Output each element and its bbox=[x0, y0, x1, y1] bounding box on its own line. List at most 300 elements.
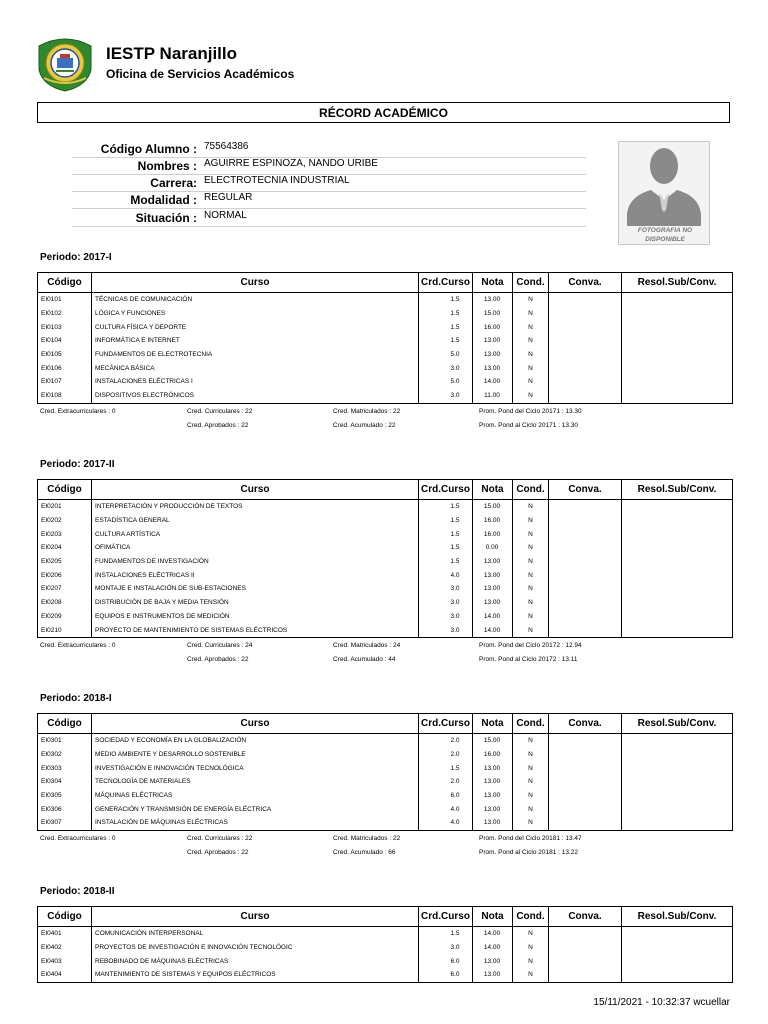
course-row bbox=[38, 541, 733, 555]
course-code-cell: EI0402 bbox=[38, 941, 92, 955]
course-course-cell: TÉCNICAS DE COMUNICACIÓN bbox=[92, 293, 419, 307]
column-header-condition: Cond. bbox=[513, 480, 549, 500]
course-condition-cell: N bbox=[513, 555, 549, 569]
course-grade-cell: 13.00 bbox=[473, 816, 513, 830]
course-grade-cell: 15.00 bbox=[473, 500, 513, 514]
modality-value: REGULAR bbox=[204, 192, 253, 203]
course-code-cell: EI0104 bbox=[38, 334, 92, 348]
course-resolution-cell bbox=[622, 541, 733, 555]
course-row bbox=[38, 941, 733, 955]
course-credits-cell: 2.0 bbox=[419, 748, 473, 762]
course-credits-cell: 1.5 bbox=[419, 334, 473, 348]
course-course-cell: FUNDAMENTOS DE ELECTROTECNIA bbox=[92, 348, 419, 362]
course-condition-cell: N bbox=[513, 596, 549, 610]
course-conva-cell bbox=[549, 541, 622, 555]
course-resolution-cell bbox=[622, 389, 733, 403]
course-grade-cell: 15.00 bbox=[473, 307, 513, 321]
course-code-cell: EI0302 bbox=[38, 748, 92, 762]
course-code-cell: EI0205 bbox=[38, 555, 92, 569]
course-resolution-cell bbox=[622, 734, 733, 748]
course-course-cell: INVESTIGACIÓN E INNOVACIÓN TECNOLÓGICA bbox=[92, 761, 419, 775]
course-course-cell: INFORMÁTICA E INTERNET bbox=[92, 334, 419, 348]
course-condition-cell: N bbox=[513, 761, 549, 775]
column-header-resolution: Resol.Sub/Conv. bbox=[622, 480, 733, 500]
column-header-conva: Conva. bbox=[549, 714, 622, 734]
course-course-cell: MECÁNICA BÁSICA bbox=[92, 361, 419, 375]
courses-table bbox=[37, 906, 733, 983]
course-course-cell: LÓGICA Y FUNCIONES bbox=[92, 307, 419, 321]
course-course-cell: INTERPRETACIÓN Y PRODUCCIÓN DE TEXTOS bbox=[92, 500, 419, 514]
course-course-cell: PROYECTOS DE INVESTIGACIÓN E INNOVACIÓN TECNOLÓGIC bbox=[92, 941, 419, 955]
course-condition-cell: N bbox=[513, 610, 549, 624]
course-credits-cell: 1.5 bbox=[419, 927, 473, 941]
summary-prom-del: Prom. Pond del Ciclo 20171 : 13.30 bbox=[479, 407, 582, 415]
column-header-credits: Crd.Curso bbox=[419, 480, 473, 500]
course-row bbox=[38, 623, 733, 637]
course-conva-cell bbox=[549, 968, 622, 982]
situation-row bbox=[72, 209, 586, 227]
course-condition-cell: N bbox=[513, 389, 549, 403]
situation-label: Situación : bbox=[135, 211, 197, 225]
course-conva-cell bbox=[549, 748, 622, 762]
student-photo-placeholder bbox=[618, 141, 710, 245]
course-code-cell: EI0204 bbox=[38, 541, 92, 555]
course-grade-cell: 0.00 bbox=[473, 541, 513, 555]
column-header-conva: Conva. bbox=[549, 273, 622, 293]
course-condition-cell: N bbox=[513, 568, 549, 582]
course-course-cell: CULTURA ARTÍSTICA bbox=[92, 527, 419, 541]
column-header-course: Curso bbox=[92, 273, 419, 293]
course-condition-cell: N bbox=[513, 334, 549, 348]
course-grade-cell: 14.00 bbox=[473, 610, 513, 624]
column-header-course: Curso bbox=[92, 480, 419, 500]
course-credits-cell: 1.5 bbox=[419, 761, 473, 775]
course-grade-cell: 14.00 bbox=[473, 941, 513, 955]
course-grade-cell: 15.00 bbox=[473, 734, 513, 748]
course-course-cell: SOCIEDAD Y ECONOMÍA EN LA GLOBALIZACIÓN bbox=[92, 734, 419, 748]
course-conva-cell bbox=[549, 927, 622, 941]
summary-aprobados: Cred. Aprobados : 22 bbox=[187, 848, 249, 856]
student-name-row bbox=[72, 157, 586, 175]
course-grade-cell: 13.00 bbox=[473, 293, 513, 307]
course-grade-cell: 14.00 bbox=[473, 375, 513, 389]
course-credits-cell: 3.0 bbox=[419, 623, 473, 637]
course-credits-cell: 4.0 bbox=[419, 568, 473, 582]
column-header-course: Curso bbox=[92, 714, 419, 734]
course-resolution-cell bbox=[622, 334, 733, 348]
course-grade-cell: 13.00 bbox=[473, 555, 513, 569]
course-row bbox=[38, 927, 733, 941]
course-condition-cell: N bbox=[513, 748, 549, 762]
course-course-cell: CULTURA FÍSICA Y DEPORTE bbox=[92, 320, 419, 334]
course-resolution-cell bbox=[622, 816, 733, 830]
course-credits-cell: 1.5 bbox=[419, 555, 473, 569]
course-row bbox=[38, 596, 733, 610]
column-header-code: Código bbox=[38, 480, 92, 500]
print-timestamp: 15/11/2021 - 10:32:37 wcuellar bbox=[593, 997, 730, 1008]
situation-value: NORMAL bbox=[204, 210, 247, 221]
summary-acumulado: Cred. Acumulado : 22 bbox=[333, 421, 396, 429]
course-course-cell: PROYECTO DE MANTENIMIENTO DE SISTEMAS ELÉCTRICOS bbox=[92, 623, 419, 637]
course-resolution-cell bbox=[622, 623, 733, 637]
column-header-condition: Cond. bbox=[513, 907, 549, 927]
course-conva-cell bbox=[549, 334, 622, 348]
course-credits-cell: 3.0 bbox=[419, 389, 473, 403]
summary-curriculares: Cred. Curriculares : 24 bbox=[187, 642, 253, 649]
course-row bbox=[38, 307, 733, 321]
course-conva-cell bbox=[549, 307, 622, 321]
course-conva-cell bbox=[549, 954, 622, 968]
course-resolution-cell bbox=[622, 927, 733, 941]
course-row bbox=[38, 348, 733, 362]
course-course-cell: ESTADÍSTICA GENERAL bbox=[92, 514, 419, 528]
document-title: RÉCORD ACADÉMICO bbox=[37, 102, 730, 123]
course-course-cell: TECNOLOGÍA DE MATERIALES bbox=[92, 775, 419, 789]
column-header-grade: Nota bbox=[473, 480, 513, 500]
course-course-cell: DISTRIBUCIÓN DE BAJA Y MEDIA TENSIÓN bbox=[92, 596, 419, 610]
modality-row bbox=[72, 191, 586, 209]
course-grade-cell: 14.00 bbox=[473, 623, 513, 637]
column-header-credits: Crd.Curso bbox=[419, 714, 473, 734]
course-grade-cell: 13.00 bbox=[473, 802, 513, 816]
course-conva-cell bbox=[549, 734, 622, 748]
summary-prom-al: Prom. Pond al Ciclo 20181 : 13.22 bbox=[479, 848, 579, 856]
course-condition-cell: N bbox=[513, 734, 549, 748]
course-condition-cell: N bbox=[513, 816, 549, 830]
course-condition-cell: N bbox=[513, 623, 549, 637]
column-header-code: Código bbox=[38, 714, 92, 734]
course-row bbox=[38, 816, 733, 830]
course-credits-cell: 2.0 bbox=[419, 734, 473, 748]
course-code-cell: EI0102 bbox=[38, 307, 92, 321]
summary-prom-del: Prom. Pond del Ciclo 20181 : 13.47 bbox=[479, 834, 582, 842]
course-grade-cell: 13.00 bbox=[473, 968, 513, 982]
course-code-cell: EI0101 bbox=[38, 293, 92, 307]
course-course-cell: INSTALACIONES ELÉCTRICAS II bbox=[92, 568, 419, 582]
course-conva-cell bbox=[549, 568, 622, 582]
column-header-credits: Crd.Curso bbox=[419, 273, 473, 293]
course-credits-cell: 1.5 bbox=[419, 514, 473, 528]
course-course-cell: GENERACIÓN Y TRANSMISIÓN DE ENERGÍA ELÉCTRICA bbox=[92, 802, 419, 816]
course-conva-cell bbox=[549, 582, 622, 596]
course-grade-cell: 13.00 bbox=[473, 954, 513, 968]
column-header-credits: Crd.Curso bbox=[419, 907, 473, 927]
course-resolution-cell bbox=[622, 802, 733, 816]
course-credits-cell: 1.5 bbox=[419, 500, 473, 514]
course-conva-cell bbox=[549, 596, 622, 610]
summary-acumulado: Cred. Acumulado : 44 bbox=[333, 656, 396, 663]
course-row bbox=[38, 748, 733, 762]
summary-curriculares: Cred. Curriculares : 22 bbox=[187, 834, 253, 842]
course-conva-cell bbox=[549, 389, 622, 403]
course-conva-cell bbox=[549, 527, 622, 541]
course-code-cell: EI0207 bbox=[38, 582, 92, 596]
course-code-cell: EI0206 bbox=[38, 568, 92, 582]
course-conva-cell bbox=[549, 789, 622, 803]
course-grade-cell: 13.00 bbox=[473, 775, 513, 789]
course-conva-cell bbox=[549, 555, 622, 569]
course-resolution-cell bbox=[622, 748, 733, 762]
course-course-cell: FUNDAMENTOS DE INVESTIGACIÓN bbox=[92, 555, 419, 569]
person-silhouette-icon bbox=[619, 142, 709, 226]
course-credits-cell: 4.0 bbox=[419, 816, 473, 830]
course-resolution-cell bbox=[622, 775, 733, 789]
column-header-conva: Conva. bbox=[549, 480, 622, 500]
course-course-cell: EQUIPOS E INSTRUMENTOS DE MEDICIÓN bbox=[92, 610, 419, 624]
course-credits-cell: 1.5 bbox=[419, 320, 473, 334]
course-condition-cell: N bbox=[513, 789, 549, 803]
course-condition-cell: N bbox=[513, 541, 549, 555]
course-code-cell: EI0301 bbox=[38, 734, 92, 748]
course-conva-cell bbox=[549, 623, 622, 637]
summary-extracurriculares: Cred. Extracurriculares : 0 bbox=[40, 834, 116, 842]
course-condition-cell: N bbox=[513, 307, 549, 321]
summary-aprobados: Cred. Aprobados : 22 bbox=[187, 421, 249, 429]
course-row bbox=[38, 527, 733, 541]
course-condition-cell: N bbox=[513, 514, 549, 528]
summary-prom-del: Prom. Pond del Ciclo 20172 : 12.94 bbox=[479, 642, 582, 649]
column-header-conva: Conva. bbox=[549, 907, 622, 927]
course-grade-cell: 13.00 bbox=[473, 348, 513, 362]
period-label: Periodo: 2018-II bbox=[40, 886, 115, 897]
course-code-cell: EI0307 bbox=[38, 816, 92, 830]
course-condition-cell: N bbox=[513, 293, 549, 307]
course-credits-cell: 3.0 bbox=[419, 941, 473, 955]
course-code-cell: EI0203 bbox=[38, 527, 92, 541]
course-resolution-cell bbox=[622, 348, 733, 362]
course-credits-cell: 6.0 bbox=[419, 789, 473, 803]
course-credits-cell: 1.5 bbox=[419, 293, 473, 307]
course-condition-cell: N bbox=[513, 348, 549, 362]
course-conva-cell bbox=[549, 375, 622, 389]
courses-table bbox=[37, 479, 733, 638]
course-row bbox=[38, 375, 733, 389]
office-name: Oficina de Servicios Académicos bbox=[106, 67, 295, 81]
column-header-condition: Cond. bbox=[513, 273, 549, 293]
course-code-cell: EI0303 bbox=[38, 761, 92, 775]
course-conva-cell bbox=[549, 816, 622, 830]
course-code-cell: EI0107 bbox=[38, 375, 92, 389]
course-row bbox=[38, 555, 733, 569]
course-code-cell: EI0201 bbox=[38, 500, 92, 514]
course-conva-cell bbox=[549, 941, 622, 955]
course-grade-cell: 16.00 bbox=[473, 320, 513, 334]
course-condition-cell: N bbox=[513, 775, 549, 789]
course-row bbox=[38, 761, 733, 775]
summary-curriculares: Cred. Curriculares : 22 bbox=[187, 407, 253, 415]
course-grade-cell: 13.00 bbox=[473, 582, 513, 596]
course-code-cell: EI0401 bbox=[38, 927, 92, 941]
course-credits-cell: 5.0 bbox=[419, 375, 473, 389]
course-resolution-cell bbox=[622, 789, 733, 803]
column-header-grade: Nota bbox=[473, 714, 513, 734]
course-grade-cell: 16.00 bbox=[473, 748, 513, 762]
course-code-cell: EI0208 bbox=[38, 596, 92, 610]
course-code-cell: EI0404 bbox=[38, 968, 92, 982]
course-conva-cell bbox=[549, 610, 622, 624]
course-condition-cell: N bbox=[513, 954, 549, 968]
student-code-label: Código Alumno : bbox=[100, 142, 197, 156]
course-row bbox=[38, 514, 733, 528]
course-grade-cell: 11.00 bbox=[473, 389, 513, 403]
institution-name: IESTP Naranjillo bbox=[106, 44, 238, 63]
course-condition-cell: N bbox=[513, 375, 549, 389]
course-credits-cell: 2.0 bbox=[419, 775, 473, 789]
summary-prom-al: Prom. Pond al Ciclo 20172 : 13.11 bbox=[479, 656, 578, 663]
course-resolution-cell bbox=[622, 555, 733, 569]
summary-matriculados: Cred. Matriculados : 22 bbox=[333, 407, 401, 415]
student-name-value: AGUIRRE ESPINOZA, NANDO URIBE bbox=[204, 158, 378, 169]
column-header-grade: Nota bbox=[473, 273, 513, 293]
course-grade-cell: 13.00 bbox=[473, 596, 513, 610]
course-row bbox=[38, 500, 733, 514]
course-code-cell: EI0209 bbox=[38, 610, 92, 624]
photo-caption: FOTOGRAFIA NO DISPONIBLE bbox=[637, 227, 693, 243]
course-resolution-cell bbox=[622, 293, 733, 307]
course-condition-cell: N bbox=[513, 582, 549, 596]
course-row bbox=[38, 334, 733, 348]
course-conva-cell bbox=[549, 293, 622, 307]
column-header-code: Código bbox=[38, 273, 92, 293]
course-grade-cell: 13.00 bbox=[473, 789, 513, 803]
course-row bbox=[38, 968, 733, 982]
course-credits-cell: 1.5 bbox=[419, 541, 473, 555]
course-code-cell: EI0306 bbox=[38, 802, 92, 816]
course-credits-cell: 1.5 bbox=[419, 307, 473, 321]
course-resolution-cell bbox=[622, 568, 733, 582]
period-label: Periodo: 2018-I bbox=[40, 693, 112, 704]
course-grade-cell: 16.00 bbox=[473, 527, 513, 541]
course-credits-cell: 6.0 bbox=[419, 968, 473, 982]
course-condition-cell: N bbox=[513, 527, 549, 541]
column-header-grade: Nota bbox=[473, 907, 513, 927]
course-resolution-cell bbox=[622, 527, 733, 541]
course-row bbox=[38, 320, 733, 334]
course-resolution-cell bbox=[622, 941, 733, 955]
course-resolution-cell bbox=[622, 582, 733, 596]
course-credits-cell: 4.0 bbox=[419, 802, 473, 816]
course-grade-cell: 16.00 bbox=[473, 514, 513, 528]
course-code-cell: EI0304 bbox=[38, 775, 92, 789]
course-resolution-cell bbox=[622, 500, 733, 514]
course-conva-cell bbox=[549, 320, 622, 334]
course-resolution-cell bbox=[622, 514, 733, 528]
course-conva-cell bbox=[549, 348, 622, 362]
course-row bbox=[38, 361, 733, 375]
course-course-cell: DISPOSITIVOS ELECTRÓNICOS bbox=[92, 389, 419, 403]
column-header-resolution: Resol.Sub/Conv. bbox=[622, 907, 733, 927]
course-grade-cell: 13.00 bbox=[473, 361, 513, 375]
summary-matriculados: Cred. Matriculados : 22 bbox=[333, 834, 401, 842]
course-resolution-cell bbox=[622, 954, 733, 968]
career-row bbox=[72, 174, 586, 192]
course-conva-cell bbox=[549, 761, 622, 775]
course-condition-cell: N bbox=[513, 968, 549, 982]
career-value: ELECTROTECNIA INDUSTRIAL bbox=[204, 175, 350, 186]
course-credits-cell: 5.0 bbox=[419, 348, 473, 362]
summary-prom-al: Prom. Pond al Ciclo 20171 : 13.30 bbox=[479, 421, 579, 429]
course-course-cell: COMUNICACIÓN INTERPERSONAL bbox=[92, 927, 419, 941]
course-code-cell: EI0202 bbox=[38, 514, 92, 528]
course-row bbox=[38, 582, 733, 596]
summary-extracurriculares: Cred. Extracurriculares : 0 bbox=[40, 642, 116, 649]
course-course-cell: MEDIO AMBIENTE Y DESARROLLO SOSTENIBLE bbox=[92, 748, 419, 762]
course-conva-cell bbox=[549, 361, 622, 375]
course-resolution-cell bbox=[622, 375, 733, 389]
course-conva-cell bbox=[549, 802, 622, 816]
courses-table bbox=[37, 713, 733, 831]
course-course-cell: MANTENIMIENTO DE SISTEMAS Y EQUIPOS ELÉCTRICOS bbox=[92, 968, 419, 982]
course-resolution-cell bbox=[622, 761, 733, 775]
course-resolution-cell bbox=[622, 307, 733, 321]
institution-seal-logo bbox=[36, 34, 94, 92]
period-label: Periodo: 2017-II bbox=[40, 459, 115, 470]
course-credits-cell: 3.0 bbox=[419, 361, 473, 375]
course-resolution-cell bbox=[622, 610, 733, 624]
course-credits-cell: 6.0 bbox=[419, 954, 473, 968]
course-credits-cell: 3.0 bbox=[419, 596, 473, 610]
course-row bbox=[38, 775, 733, 789]
summary-extracurriculares: Cred. Extracurriculares : 0 bbox=[40, 407, 116, 415]
course-course-cell: MONTAJE E INSTALACIÓN DE SUB-ESTACIONES bbox=[92, 582, 419, 596]
course-condition-cell: N bbox=[513, 802, 549, 816]
course-code-cell: EI0105 bbox=[38, 348, 92, 362]
course-course-cell: INSTALACIÓN DE MÁQUINAS ELÉCTRICAS bbox=[92, 816, 419, 830]
course-row bbox=[38, 954, 733, 968]
course-conva-cell bbox=[549, 500, 622, 514]
course-condition-cell: N bbox=[513, 941, 549, 955]
courses-table bbox=[37, 272, 733, 404]
course-credits-cell: 1.5 bbox=[419, 527, 473, 541]
course-credits-cell: 3.0 bbox=[419, 610, 473, 624]
course-code-cell: EI0403 bbox=[38, 954, 92, 968]
course-course-cell: OFIMÁTICA bbox=[92, 541, 419, 555]
course-resolution-cell bbox=[622, 361, 733, 375]
course-condition-cell: N bbox=[513, 500, 549, 514]
course-course-cell: REBOBINADO DE MÁQUINAS ELÉCTRICAS bbox=[92, 954, 419, 968]
course-code-cell: EI0210 bbox=[38, 623, 92, 637]
course-resolution-cell bbox=[622, 968, 733, 982]
student-code-value: 75564386 bbox=[204, 141, 249, 152]
course-resolution-cell bbox=[622, 596, 733, 610]
course-credits-cell: 3.0 bbox=[419, 582, 473, 596]
summary-aprobados: Cred. Aprobados : 22 bbox=[187, 656, 249, 663]
course-row bbox=[38, 802, 733, 816]
column-header-code: Código bbox=[38, 907, 92, 927]
course-condition-cell: N bbox=[513, 320, 549, 334]
course-code-cell: EI0305 bbox=[38, 789, 92, 803]
student-name-label: Nombres : bbox=[137, 159, 197, 173]
course-row bbox=[38, 734, 733, 748]
course-conva-cell bbox=[549, 514, 622, 528]
course-course-cell: MÁQUINAS ELÉCTRICAS bbox=[92, 789, 419, 803]
course-code-cell: EI0106 bbox=[38, 361, 92, 375]
course-row bbox=[38, 293, 733, 307]
column-header-resolution: Resol.Sub/Conv. bbox=[622, 273, 733, 293]
course-resolution-cell bbox=[622, 320, 733, 334]
course-row bbox=[38, 789, 733, 803]
course-course-cell: INSTALACIONES ELÉCTRICAS I bbox=[92, 375, 419, 389]
course-condition-cell: N bbox=[513, 927, 549, 941]
course-conva-cell bbox=[549, 775, 622, 789]
course-grade-cell: 13.00 bbox=[473, 761, 513, 775]
summary-acumulado: Cred. Acumulado : 66 bbox=[333, 848, 396, 856]
course-grade-cell: 14.00 bbox=[473, 927, 513, 941]
course-code-cell: EI0108 bbox=[38, 389, 92, 403]
student-code-row bbox=[72, 140, 586, 158]
course-condition-cell: N bbox=[513, 361, 549, 375]
modality-label: Modalidad : bbox=[130, 193, 197, 207]
